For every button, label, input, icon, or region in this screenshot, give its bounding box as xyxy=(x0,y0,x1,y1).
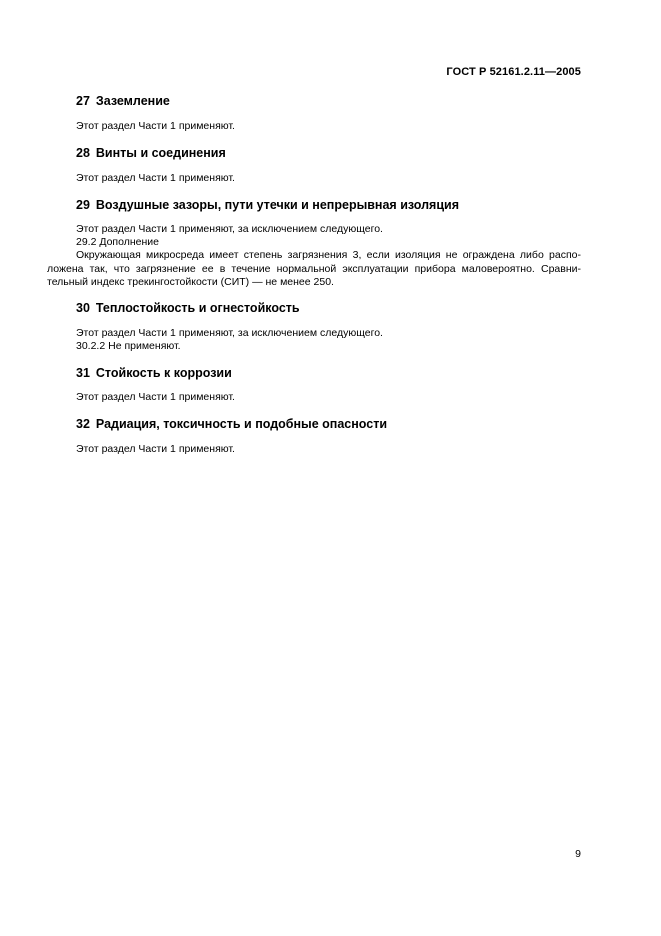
section-title: Радиация, токсичность и подобные опасности xyxy=(95,417,388,431)
section-title: Стойкость к коррозии xyxy=(95,366,232,380)
paragraph-line: Окружающая микросреда имеет степень загрязнения 3, если изоляция не ограждена либо распо- xyxy=(76,249,581,261)
section-30-heading xyxy=(76,301,300,315)
section-27-body: Этот раздел Части 1 применяют. xyxy=(76,120,235,132)
paragraph-line: тельный индекс трекингостойкости (СИТ) — не менее 250. xyxy=(47,276,334,288)
section-32-heading xyxy=(76,417,387,431)
section-number: 32 xyxy=(76,417,90,431)
section-28-heading xyxy=(76,146,226,160)
section-title: Воздушные зазоры, пути утечки и непрерывная изоляция xyxy=(95,198,460,212)
section-28-body: Этот раздел Части 1 применяют. xyxy=(76,172,235,184)
section-29-paragraph xyxy=(47,249,581,290)
section-31-heading xyxy=(76,366,232,380)
section-29-body: Этот раздел Части 1 применяют, за исключением следующего. xyxy=(76,223,383,235)
document-code-header: ГОСТ Р 52161.2.11—2005 xyxy=(446,66,581,78)
section-number: 31 xyxy=(76,366,90,380)
section-31-body: Этот раздел Части 1 применяют. xyxy=(76,391,235,403)
section-number: 28 xyxy=(76,146,90,160)
section-30-subclause: 30.2.2 Не применяют. xyxy=(76,340,181,352)
section-title: Заземление xyxy=(95,94,170,108)
section-32-body: Этот раздел Части 1 применяют. xyxy=(76,443,235,455)
section-30-body: Этот раздел Части 1 применяют, за исключением следующего. xyxy=(76,327,383,339)
section-title: Теплостойкость и огнестойкость xyxy=(95,301,300,315)
page-number: 9 xyxy=(575,848,581,860)
section-29-subclause: 29.2 Дополнение xyxy=(76,236,159,248)
section-number: 29 xyxy=(76,198,90,212)
section-27-heading xyxy=(76,94,170,108)
section-title: Винты и соединения xyxy=(95,146,226,160)
section-number: 27 xyxy=(76,94,90,108)
section-29-heading xyxy=(76,198,459,212)
paragraph-line: ложена так, что загрязнение ее в течение нормальной эксплуатации прибора маловероятно. Сравни- xyxy=(47,262,581,275)
section-number: 30 xyxy=(76,301,90,315)
